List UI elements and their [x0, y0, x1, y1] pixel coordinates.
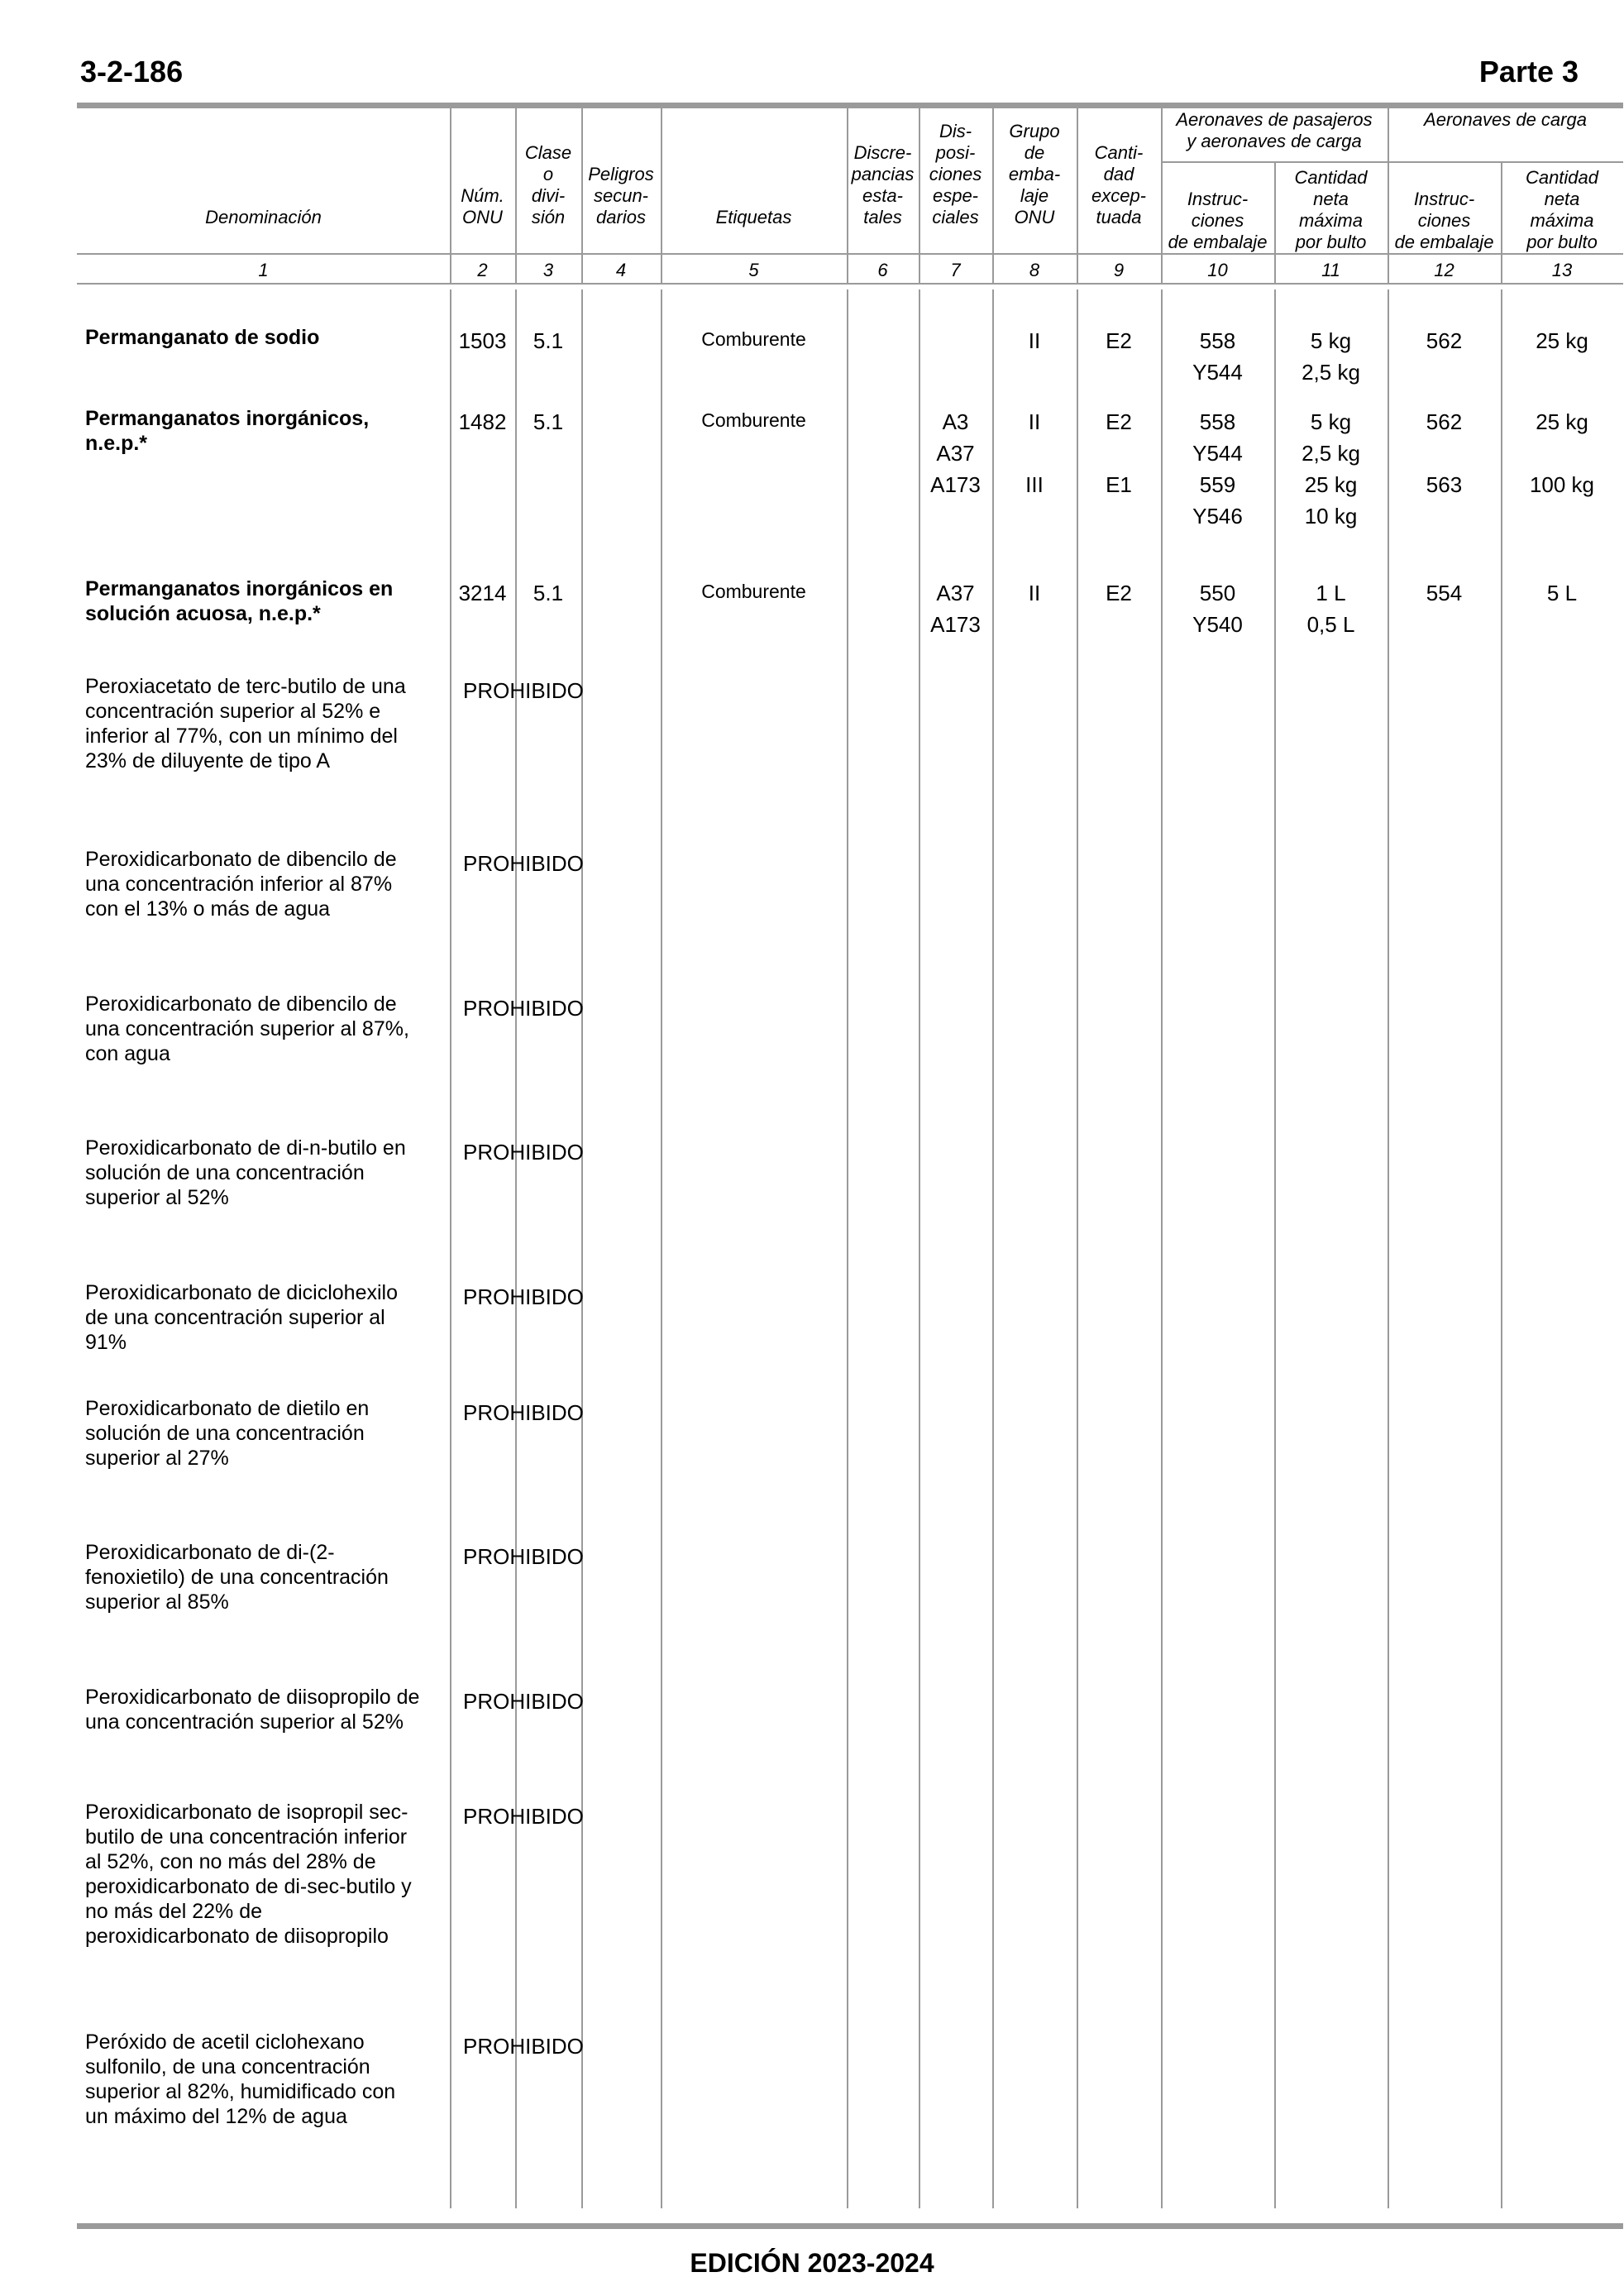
col-number: 11	[1321, 260, 1340, 280]
forbidden-marker: PROHIBIDO	[463, 1804, 584, 1829]
col-number: 8	[1029, 260, 1040, 280]
cargo-packing-instruction: 562	[1426, 328, 1463, 353]
entry-name: Permanganatos inorgánicos en solución acuosa, n.e.p.*	[85, 577, 394, 625]
hazard-label: Comburente	[701, 409, 806, 431]
edition-footer: EDICIÓN 2023-2024	[690, 2248, 934, 2278]
special-provisions: A3 A37 A173	[930, 409, 981, 497]
col-header-labels: Etiquetas	[715, 207, 792, 227]
excepted-quantity: E2	[1106, 328, 1132, 353]
col-number: 5	[748, 260, 759, 280]
col-number: 1	[258, 260, 269, 280]
excepted-quantity: E2	[1106, 581, 1132, 605]
col-header-cargo-max-net-quantity: Cantidad neta máxima por bulto	[1525, 167, 1599, 252]
page-reference: 3-2-186	[80, 55, 184, 88]
col-number: 9	[1113, 260, 1125, 280]
col-number: 3	[542, 260, 554, 280]
col-header-class: Clase o divi- sión	[524, 142, 572, 227]
col-header-un-number: Núm. ONU	[461, 185, 504, 227]
forbidden-entry-name: Peroxidicarbonato de di-n-butilo en solución de una concentración superior al 52%	[85, 1136, 406, 1209]
col-header-excepted-quantity: Canti- dad excep- tuada	[1091, 142, 1147, 227]
packing-group: II III	[1025, 409, 1044, 497]
pax-packing-instruction: 550 Y540	[1192, 581, 1243, 637]
un-number: 1482	[458, 409, 507, 434]
col-header-cargo-packing-instructions: Instruc- ciones de embalaje	[1394, 189, 1494, 252]
cargo-packing-instruction: 562 563	[1426, 409, 1463, 497]
cargo-packing-instruction: 554	[1426, 581, 1463, 605]
col-header-denominacion: Denominación	[205, 207, 322, 227]
forbidden-entry-name: Peroxiacetato de terc-butilo de una concentración superior al 52% e inferior al 77%, con un mínimo del 23% de diluyente de tipo A	[85, 675, 406, 773]
col-number: 10	[1207, 260, 1228, 280]
forbidden-entry-name: Peroxidicarbonato de diisopropilo de una concentración superior al 52%	[85, 1686, 420, 1734]
part-label: Parte 3	[1478, 55, 1579, 88]
forbidden-marker: PROHIBIDO	[463, 1140, 584, 1165]
hazard-class: 5.1	[533, 409, 564, 434]
forbidden-marker: PROHIBIDO	[463, 678, 584, 703]
forbidden-marker: PROHIBIDO	[463, 1689, 584, 1714]
top-rule	[77, 103, 1623, 108]
forbidden-entry-name: Peroxidicarbonato de dietilo en solución de una concentración superior al 27%	[85, 1397, 370, 1470]
forbidden-marker: PROHIBIDO	[463, 1284, 584, 1309]
cargo-aircraft-group-header: Aeronaves de carga	[1424, 109, 1587, 130]
special-provisions: A37 A173	[930, 581, 981, 637]
forbidden-entry-name: Peroxidicarbonato de dibencilo de una concentración superior al 87%, con agua	[85, 993, 409, 1065]
col-number: 12	[1434, 260, 1454, 280]
pax-packing-instruction: 558 Y544	[1192, 328, 1243, 385]
packing-group: II	[1028, 581, 1041, 605]
packing-group: II	[1028, 328, 1041, 353]
forbidden-marker: PROHIBIDO	[463, 2034, 584, 2059]
un-number: 1503	[458, 328, 507, 353]
forbidden-marker: PROHIBIDO	[463, 1544, 584, 1569]
forbidden-marker: PROHIBIDO	[463, 996, 584, 1021]
forbidden-entry-name: Peroxidicarbonato de isopropil sec- butilo de una concentración inferior al 52%, con no más del 28% de peroxidicarbonato de di-sec-butilo y no más del 22% de peroxidicarbonato de diisopropilo	[85, 1801, 412, 1948]
cargo-max-quantity: 25 kg 100 kg	[1529, 409, 1595, 497]
col-number: 7	[950, 260, 961, 280]
cargo-max-quantity: 5 L	[1546, 581, 1578, 605]
hazard-label: Comburente	[701, 328, 806, 350]
pax-max-quantity: 1 L 0,5 L	[1306, 581, 1355, 637]
passenger-aircraft-group-header: Aeronaves de pasajeros y aeronaves de carga	[1176, 109, 1373, 151]
col-header-subsidiary-hazards: Peligros secun- darios	[588, 164, 654, 227]
entry-name: Permanganatos inorgánicos, n.e.p.*	[85, 407, 370, 455]
col-number: 13	[1551, 260, 1573, 280]
hazard-label: Comburente	[701, 581, 806, 602]
excepted-quantity: E2 E1	[1106, 409, 1132, 497]
col-header-pax-packing-instructions: Instruc- ciones de embalaje	[1168, 189, 1268, 252]
pax-packing-instruction: 558 Y544 559 Y546	[1192, 409, 1243, 529]
col-number: 2	[477, 260, 488, 280]
header-divider	[77, 253, 1623, 255]
forbidden-entry-name: Peróxido de acetil ciclohexano sulfonilo, de una concentración superior al 82%, humidificado con un máximo del 12% de agua	[85, 2031, 396, 2128]
col-number: 6	[877, 260, 888, 280]
pax-max-quantity: 5 kg 2,5 kg	[1302, 328, 1360, 385]
hazard-class: 5.1	[533, 581, 564, 605]
entry-name: Permanganato de sodio	[85, 326, 320, 349]
number-row-divider	[77, 283, 1623, 285]
col-header-pax-max-net-quantity: Cantidad neta máxima por bulto	[1294, 167, 1368, 252]
pax-max-quantity: 5 kg 2,5 kg 25 kg 10 kg	[1302, 409, 1360, 529]
bottom-rule	[77, 2223, 1623, 2229]
col-header-special-provisions: Dis- posi- ciones espe- ciales	[929, 121, 982, 227]
forbidden-entry-name: Peroxidicarbonato de dibencilo de una concentración inferior al 87% con el 13% o más de agua	[85, 848, 397, 921]
col-header-packing-group: Grupo de emba- laje ONU	[1008, 121, 1061, 227]
forbidden-entry-name: Peroxidicarbonato de diciclohexilo de una concentración superior al 91%	[85, 1281, 399, 1354]
hazard-class: 5.1	[533, 328, 564, 353]
un-number: 3214	[458, 581, 507, 605]
forbidden-marker: PROHIBIDO	[463, 851, 584, 876]
cargo-max-quantity: 25 kg	[1536, 328, 1588, 353]
group-divider	[1161, 161, 1623, 163]
col-number: 4	[615, 260, 627, 280]
col-header-state-variations: Discre- pancias esta- tales	[851, 142, 915, 227]
forbidden-marker: PROHIBIDO	[463, 1400, 584, 1425]
forbidden-entry-name: Peroxidicarbonato de di-(2- fenoxietilo) de una concentración superior al 85%	[85, 1541, 389, 1614]
